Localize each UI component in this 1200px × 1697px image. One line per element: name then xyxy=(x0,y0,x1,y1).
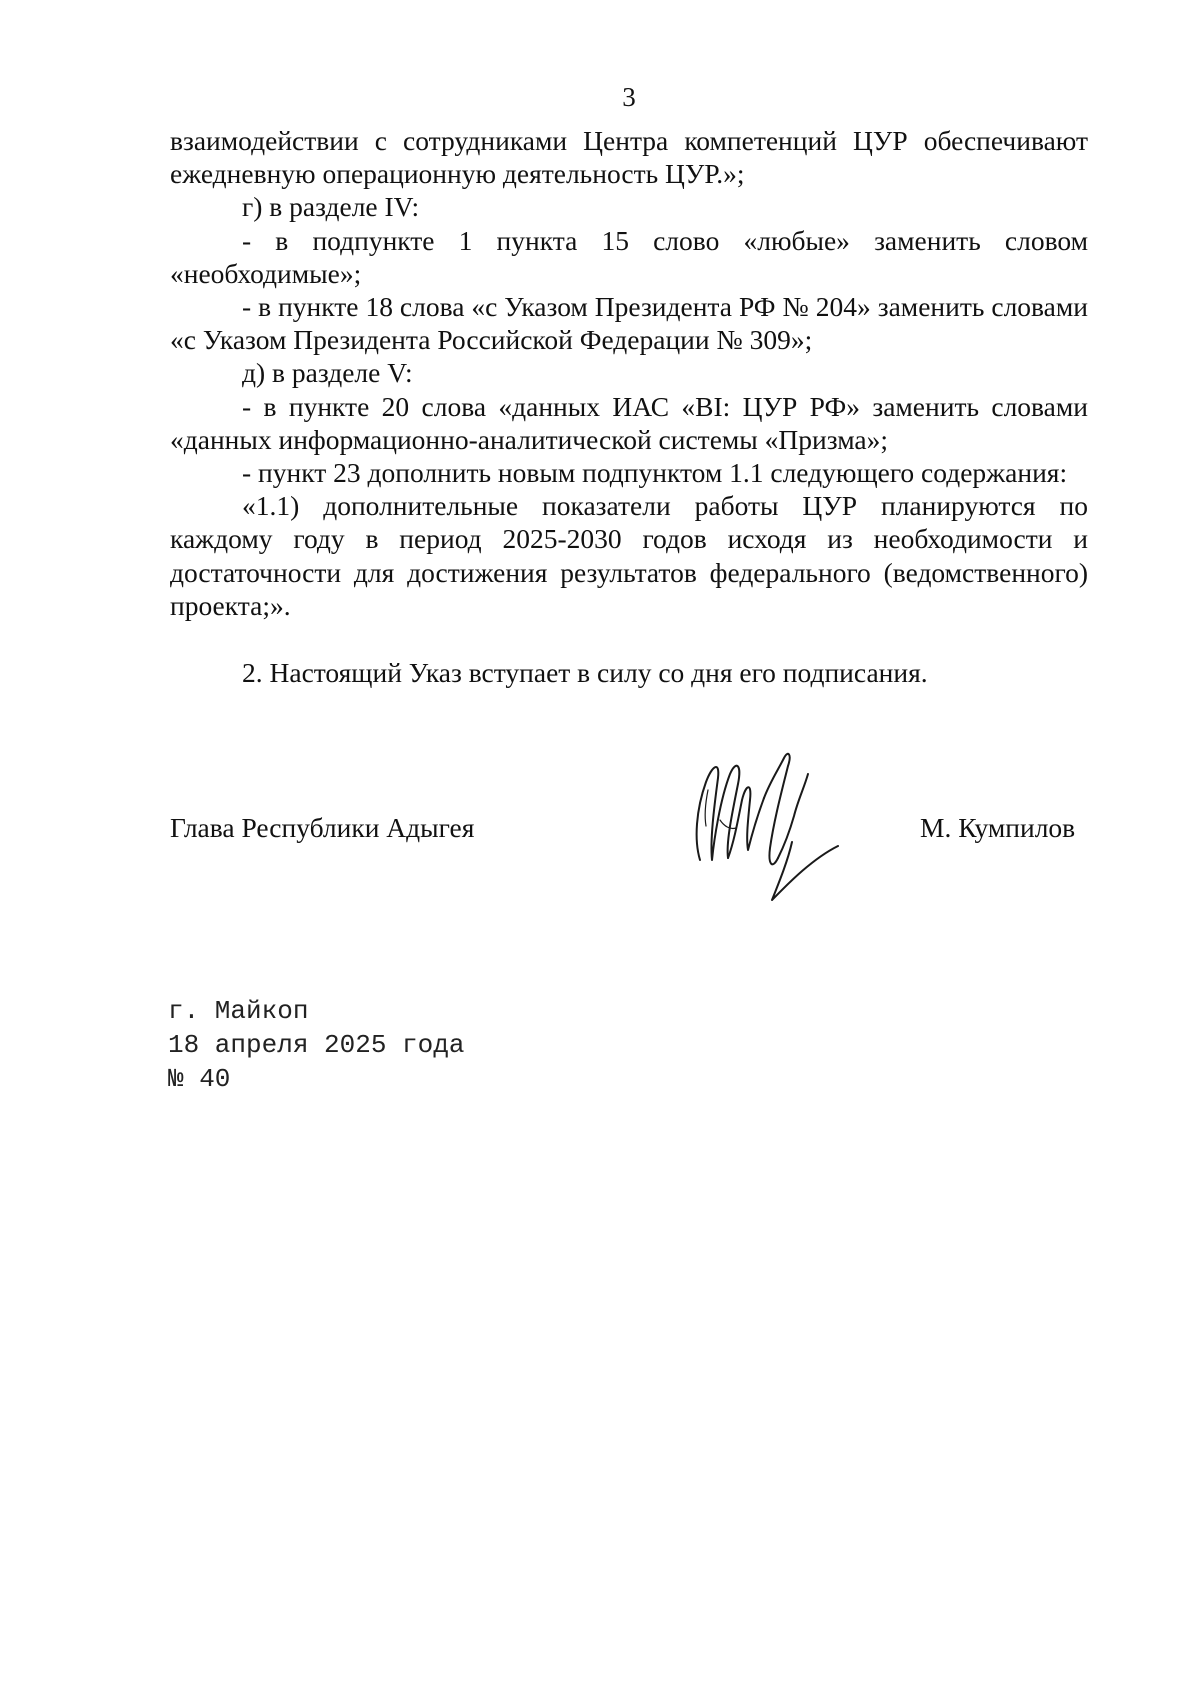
decree-number: № 40 xyxy=(168,1064,231,1094)
paragraph-item-15: - в подпункте 1 пункта 15 слово «любые» заменить словом «необходимые»; xyxy=(170,224,1088,289)
paragraph-item-20: - в пункте 20 слова «данных ИАС «BI: ЦУР РФ» заменить словами «данных информационно-аналитической системы «Призма»; xyxy=(170,390,1088,455)
signatory-name: М. Кумпилов xyxy=(920,812,1076,843)
paragraph-effective-date: 2. Настоящий Указ вступает в силу со дня его подписания. xyxy=(242,657,928,689)
paragraph-item-23: - пункт 23 дополнить новым подпунктом 1.1 следующего содержания: xyxy=(242,457,1068,489)
signatory-position: Глава Республики Адыгея xyxy=(170,812,475,843)
date: 18 апреля 2025 года xyxy=(168,1030,465,1060)
place-date-number-block xyxy=(168,994,464,1096)
document-body xyxy=(170,124,1088,689)
page-number: 3 xyxy=(622,82,636,112)
city: г. Майкоп xyxy=(168,996,309,1026)
handwritten-signature xyxy=(680,730,860,915)
paragraph-continuation: взаимодействии с сотрудниками Центра компетенций ЦУР обеспечивают ежедневную операционную деятельность ЦУР.»; xyxy=(170,125,1088,190)
paragraph-section-v: д) в разделе V: xyxy=(242,357,413,389)
paragraph-item-18: - в пункте 18 слова «с Указом Президента РФ № 204» заменить словами «с Указом Президента Российской Федерации № 309»; xyxy=(170,291,1088,356)
paragraph-section-iv: г) в разделе IV: xyxy=(242,191,420,223)
paragraph-subitem-1-1: «1.1) дополнительные показатели работы ЦУР планируются по каждому году в период 2025-2030 годов исходя из необходимости и достаточности для достижения результатов федерального (ведомственного) проекта;». xyxy=(170,490,1088,621)
